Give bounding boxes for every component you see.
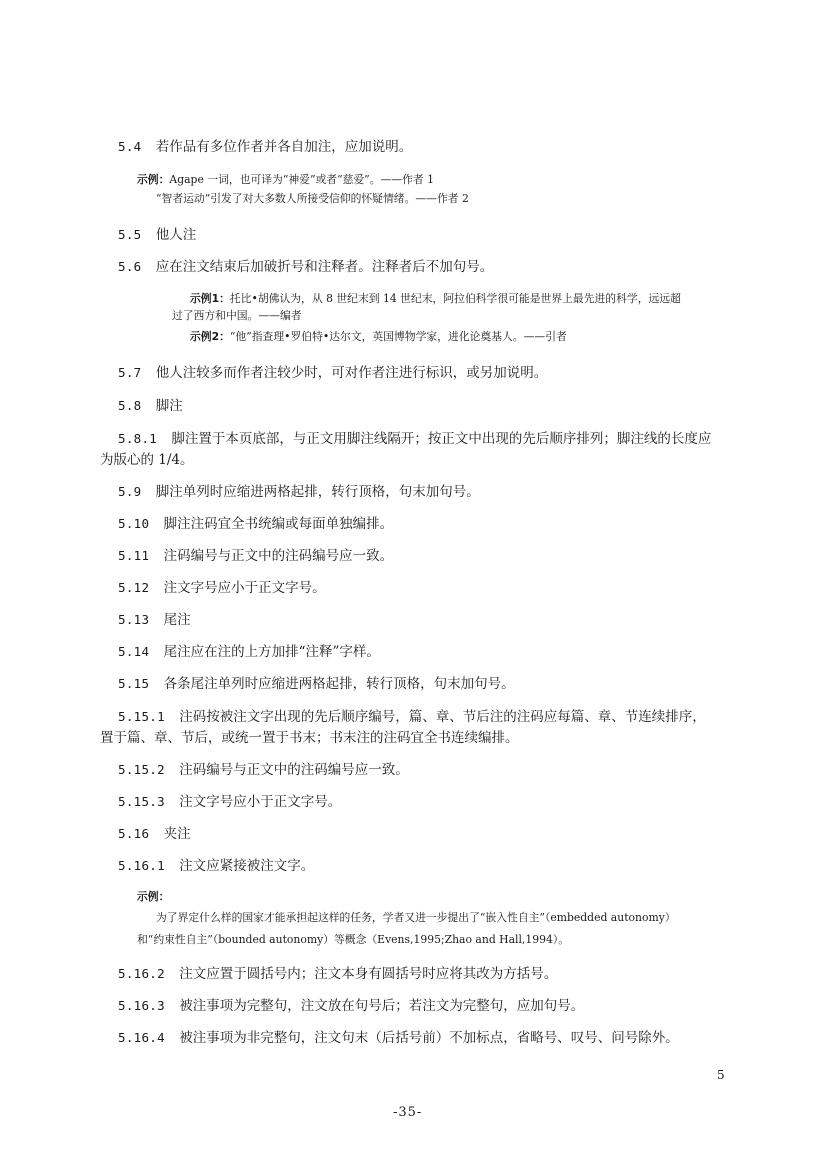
clause-5-15-1-continued xyxy=(100,729,519,747)
example-2-line-2 xyxy=(190,329,567,345)
clause-5-16-2 xyxy=(118,965,557,983)
clause-5-15 xyxy=(118,675,515,693)
clause-number: 5.16.4 xyxy=(118,1030,165,1045)
example-text: “他”指查理•罗伯特•达尔文，英国博物学家，进化论奠基人。——引者 xyxy=(229,330,567,343)
clause-text: 脚注 xyxy=(155,398,183,414)
clause-5-7 xyxy=(118,364,547,382)
clause-text: 尾注 xyxy=(163,612,191,628)
example-1-line-2 xyxy=(156,191,469,207)
example-2-line-1b xyxy=(172,308,302,324)
clause-number: 5.8.1 xyxy=(118,431,158,446)
clause-text: 夹注 xyxy=(163,826,191,842)
clause-text: 注码按被注文字出现的先后顺序编号，篇、章、节后注的注码应每篇、章、节连续排序， xyxy=(179,709,706,725)
clause-text: 为版心的 1/4。 xyxy=(100,452,194,468)
clause-text: 脚注注码宜全书统编或每面单独编排。 xyxy=(163,516,394,532)
example-label: 示例2： xyxy=(190,330,230,343)
example-text: 为了界定什么样的国家才能承担起这样的任务，学者又进一步提出了“嵌入性自主”（embedded autonomy） xyxy=(156,911,676,924)
example-text: 托比•胡佛认为，从 8 世纪末到 14 世纪末，阿拉伯科学很可能是世界上最先进的科学，远远超 xyxy=(229,292,681,305)
clause-text: 注码编号与正文中的注码编号应一致。 xyxy=(179,762,409,778)
clause-text: 脚注单列时应缩进两格起排，转行顶格，句末加句号。 xyxy=(155,484,480,500)
example-3-label xyxy=(137,889,169,905)
clause-number: 5.13 xyxy=(118,612,150,627)
clause-number: 5.16.2 xyxy=(118,966,165,981)
clause-5-16-1 xyxy=(118,857,314,875)
example-label: 示例： xyxy=(137,173,170,186)
clause-text: 应在注文结束后加破折号和注释者。注释者后不加句号。 xyxy=(155,259,494,275)
clause-5-15-2 xyxy=(118,761,409,779)
page-footer: -35- xyxy=(393,1105,423,1120)
clause-number: 5.14 xyxy=(118,644,150,659)
clause-number: 5.15.2 xyxy=(118,762,165,777)
clause-5-15-3 xyxy=(118,793,341,811)
clause-text: 注文字号应小于正文字号。 xyxy=(163,580,326,596)
example-1-line-1 xyxy=(137,172,434,188)
clause-text: 注文应紧接被注文字。 xyxy=(179,858,315,874)
clause-5-14 xyxy=(118,643,380,661)
example-label: 示例： xyxy=(137,890,170,903)
clause-5-15-1 xyxy=(118,708,706,726)
clause-number: 5.7 xyxy=(118,365,142,380)
clause-5-11 xyxy=(118,547,393,565)
clause-text: 尾注应在注的上方加排“注释”字样。 xyxy=(163,644,380,660)
clause-text: 若作品有多位作者并各自加注，应加说明。 xyxy=(155,139,413,155)
page-number: 5 xyxy=(717,1068,725,1082)
clause-text: 他人注 xyxy=(155,227,197,243)
clause-5-16 xyxy=(118,825,191,843)
example-2-line-1 xyxy=(190,291,681,307)
clause-number: 5.9 xyxy=(118,484,142,499)
clause-5-13 xyxy=(118,611,191,629)
clause-5-5 xyxy=(118,226,196,244)
clause-text: 被注事项为非完整句，注文句末（后括号前）不加标点，省略号、叹号、问号除外。 xyxy=(179,1030,679,1046)
clause-text: 脚注置于本页底部，与正文用脚注线隔开；按正文中出现的先后顺序排列；脚注线的长度应 xyxy=(171,431,712,447)
example-text: “智者运动”引发了对大多数人所接受信仰的怀疑情绪。——作者 2 xyxy=(156,192,469,205)
clause-5-8 xyxy=(118,397,183,415)
clause-number: 5.16 xyxy=(118,826,150,841)
example-text: Agape 一词，也可译为“神爱”或者“慈爱”。——作者 1 xyxy=(169,173,434,186)
clause-number: 5.16.1 xyxy=(118,858,165,873)
clause-text: 注文应置于圆括号内；注文本身有圆括号时应将其改为方括号。 xyxy=(179,966,558,982)
clause-5-16-3 xyxy=(118,997,584,1015)
example-text: 过了西方和中国。——编者 xyxy=(172,309,302,322)
clause-number: 5.11 xyxy=(118,548,150,563)
clause-number: 5.6 xyxy=(118,259,142,274)
clause-number: 5.15 xyxy=(118,676,150,691)
clause-5-4 xyxy=(118,138,412,156)
clause-number: 5.12 xyxy=(118,580,150,595)
clause-number: 5.8 xyxy=(118,398,142,413)
clause-text: 注码编号与正文中的注码编号应一致。 xyxy=(163,548,394,564)
clause-number: 5.5 xyxy=(118,227,142,242)
clause-text: 被注事项为完整句，注文放在句号后；若注文为完整句，应加句号。 xyxy=(179,998,585,1014)
clause-number: 5.15.3 xyxy=(118,794,165,809)
clause-5-8-1 xyxy=(118,430,711,448)
clause-number: 5.16.3 xyxy=(118,998,165,1013)
clause-5-9 xyxy=(118,483,480,501)
clause-number: 5.10 xyxy=(118,516,150,531)
clause-5-12 xyxy=(118,579,326,597)
example-3-line-2 xyxy=(137,932,569,948)
clause-number: 5.15.1 xyxy=(118,709,165,724)
clause-5-16-4 xyxy=(118,1029,679,1047)
example-3-line-1 xyxy=(156,910,676,926)
clause-text: 各条尾注单列时应缩进两格起排，转行顶格，句末加句号。 xyxy=(163,676,515,692)
clause-5-8-1-continued xyxy=(100,451,194,469)
clause-text: 注文字号应小于正文字号。 xyxy=(179,794,342,810)
clause-5-10 xyxy=(118,515,393,533)
clause-text: 他人注较多而作者注较少时，可对作者注进行标识，或另加说明。 xyxy=(155,365,548,381)
clause-text: 置于篇、章、节后，或统一置于书末；书末注的注码宜全书连续编排。 xyxy=(100,730,519,746)
example-label: 示例1： xyxy=(190,292,230,305)
clause-5-6 xyxy=(118,258,493,276)
example-text: 和“约束性自主”（bounded autonomy）等概念（Evens,1995;Zhao and Hall,1994）。 xyxy=(137,933,570,946)
clause-number: 5.4 xyxy=(118,139,142,154)
